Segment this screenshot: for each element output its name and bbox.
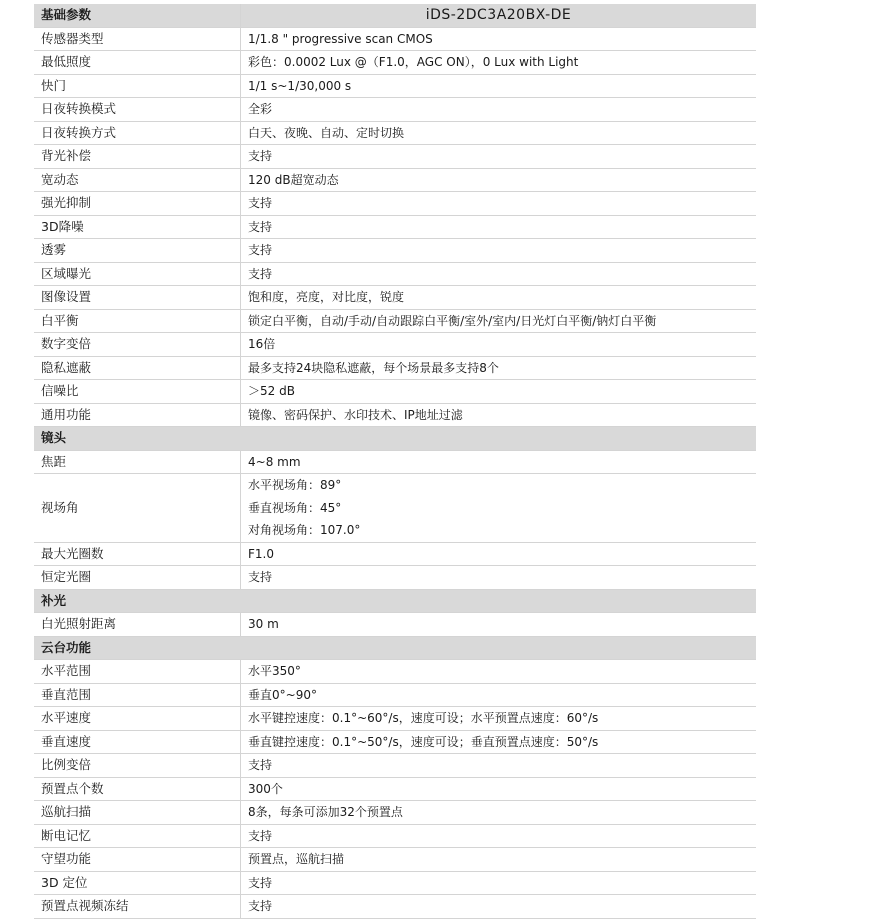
row-value: 16倍 xyxy=(241,333,757,357)
table-row xyxy=(34,871,756,895)
row-value: 预置点，巡航扫描 xyxy=(241,848,757,872)
section-header-ptz xyxy=(34,636,756,660)
row-label: 预置点视频冻结 xyxy=(34,895,241,919)
table-row xyxy=(34,707,756,731)
table-row xyxy=(34,27,756,51)
row-value: 支持 xyxy=(241,262,757,286)
fov-horizontal: 水平视场角：89° xyxy=(248,478,342,492)
row-label: 背光补偿 xyxy=(34,145,241,169)
table-row xyxy=(34,754,756,778)
row-label: 图像设置 xyxy=(34,286,241,310)
row-value: 支持 xyxy=(241,192,757,216)
row-value: 支持 xyxy=(241,566,757,590)
fov-vertical: 垂直视场角：45° xyxy=(248,500,342,515)
row-label: 区域曝光 xyxy=(34,262,241,286)
ptz-group xyxy=(34,660,756,919)
row-value: 120 dB超宽动态 xyxy=(241,168,757,192)
row-value: F1.0 xyxy=(241,542,757,566)
row-label: 日夜转换模式 xyxy=(34,98,241,122)
table-row xyxy=(34,286,756,310)
row-value: 最多支持24块隐私遮蔽，每个场景最多支持8个 xyxy=(241,356,757,380)
row-label: 信噪比 xyxy=(34,380,241,404)
row-label: 焦距 xyxy=(34,450,241,474)
spec-table xyxy=(34,4,756,919)
table-row xyxy=(34,801,756,825)
table-row xyxy=(34,215,756,239)
section-header-fill xyxy=(34,589,756,613)
row-value: 彩色：0.0002 Lux @（F1.0，AGC ON），0 Lux with Light xyxy=(241,51,757,75)
row-label: 3D降噪 xyxy=(34,215,241,239)
table-row xyxy=(34,824,756,848)
row-value: 垂直键控速度：0.1°~50°/s，速度可设；垂直预置点速度：50°/s xyxy=(241,730,757,754)
row-value-multiline xyxy=(241,474,757,543)
table-row xyxy=(34,777,756,801)
row-label: 日夜转换方式 xyxy=(34,121,241,145)
table-row xyxy=(34,192,756,216)
row-label: 3D 定位 xyxy=(34,871,241,895)
row-label: 恒定光圈 xyxy=(34,566,241,590)
row-label: 巡航扫描 xyxy=(34,801,241,825)
row-label: 快门 xyxy=(34,74,241,98)
table-row xyxy=(34,660,756,684)
row-value: 支持 xyxy=(241,871,757,895)
section-header-lens xyxy=(34,427,756,451)
row-label: 断电记忆 xyxy=(34,824,241,848)
table-row xyxy=(34,51,756,75)
row-value: 水平350° xyxy=(241,660,757,684)
row-value: 支持 xyxy=(241,239,757,263)
model-name: iDS-2DC3A20BX-DE xyxy=(241,4,757,27)
row-label: 垂直范围 xyxy=(34,683,241,707)
row-label: 守望功能 xyxy=(34,848,241,872)
row-value: 饱和度，亮度，对比度，锐度 xyxy=(241,286,757,310)
row-label: 垂直速度 xyxy=(34,730,241,754)
table-row xyxy=(34,613,756,637)
row-label: 水平速度 xyxy=(34,707,241,731)
section-title-basic: 基础参数 xyxy=(34,4,241,27)
section-title-ptz: 云台功能 xyxy=(34,636,756,660)
row-value: 水平键控速度：0.1°~60°/s，速度可设；水平预置点速度：60°/s xyxy=(241,707,757,731)
row-value: 30 m xyxy=(241,613,757,637)
table-row xyxy=(34,542,756,566)
table-row xyxy=(34,309,756,333)
row-value: 支持 xyxy=(241,145,757,169)
row-label: 传感器类型 xyxy=(34,27,241,51)
row-label: 隐私遮蔽 xyxy=(34,356,241,380)
table-row xyxy=(34,145,756,169)
fill-light-group xyxy=(34,613,756,637)
row-label: 预置点个数 xyxy=(34,777,241,801)
table-row xyxy=(34,74,756,98)
table-row xyxy=(34,239,756,263)
row-value: 1/1 s~1/30,000 s xyxy=(241,74,757,98)
table-row xyxy=(34,262,756,286)
table-row xyxy=(34,121,756,145)
row-value: 支持 xyxy=(241,824,757,848)
row-value: 4~8 mm xyxy=(241,450,757,474)
row-label: 宽动态 xyxy=(34,168,241,192)
row-value: 支持 xyxy=(241,895,757,919)
table-row xyxy=(34,450,756,474)
basic-params-group xyxy=(34,27,756,427)
row-value: 锁定白平衡，自动/手动/自动跟踪白平衡/室外/室内/日光灯白平衡/钠灯白平衡 xyxy=(241,309,757,333)
row-value: 垂直0°~90° xyxy=(241,683,757,707)
fov-diagonal: 对角视场角：107.0° xyxy=(248,523,361,537)
table-row xyxy=(34,683,756,707)
section-header-basic xyxy=(34,4,756,27)
table-row xyxy=(34,333,756,357)
table-row xyxy=(34,168,756,192)
table-row xyxy=(34,474,756,543)
row-label: 比例变倍 xyxy=(34,754,241,778)
section-title-fill: 补光 xyxy=(34,589,756,613)
row-label: 最大光圈数 xyxy=(34,542,241,566)
row-label: 数字变倍 xyxy=(34,333,241,357)
table-row xyxy=(34,98,756,122)
table-row xyxy=(34,848,756,872)
row-label: 视场角 xyxy=(34,474,241,543)
table-row xyxy=(34,895,756,919)
table-row xyxy=(34,380,756,404)
row-value: 支持 xyxy=(241,215,757,239)
table-row xyxy=(34,566,756,590)
row-value: 全彩 xyxy=(241,98,757,122)
row-label: 白平衡 xyxy=(34,309,241,333)
row-value: ＞52 dB xyxy=(241,380,757,404)
row-label: 透雾 xyxy=(34,239,241,263)
row-label: 白光照射距离 xyxy=(34,613,241,637)
row-value: 1/1.8 " progressive scan CMOS xyxy=(241,27,757,51)
row-value: 镜像、密码保护、水印技术、IP地址过滤 xyxy=(241,403,757,427)
row-value: 300个 xyxy=(241,777,757,801)
table-row xyxy=(34,403,756,427)
row-label: 强光抑制 xyxy=(34,192,241,216)
row-label: 通用功能 xyxy=(34,403,241,427)
row-label: 水平范围 xyxy=(34,660,241,684)
row-value: 支持 xyxy=(241,754,757,778)
table-row xyxy=(34,730,756,754)
section-title-lens: 镜头 xyxy=(34,427,756,451)
row-label: 最低照度 xyxy=(34,51,241,75)
row-value: 白天、夜晚、自动、定时切换 xyxy=(241,121,757,145)
table-row xyxy=(34,356,756,380)
row-value: 8条，每条可添加32个预置点 xyxy=(241,801,757,825)
